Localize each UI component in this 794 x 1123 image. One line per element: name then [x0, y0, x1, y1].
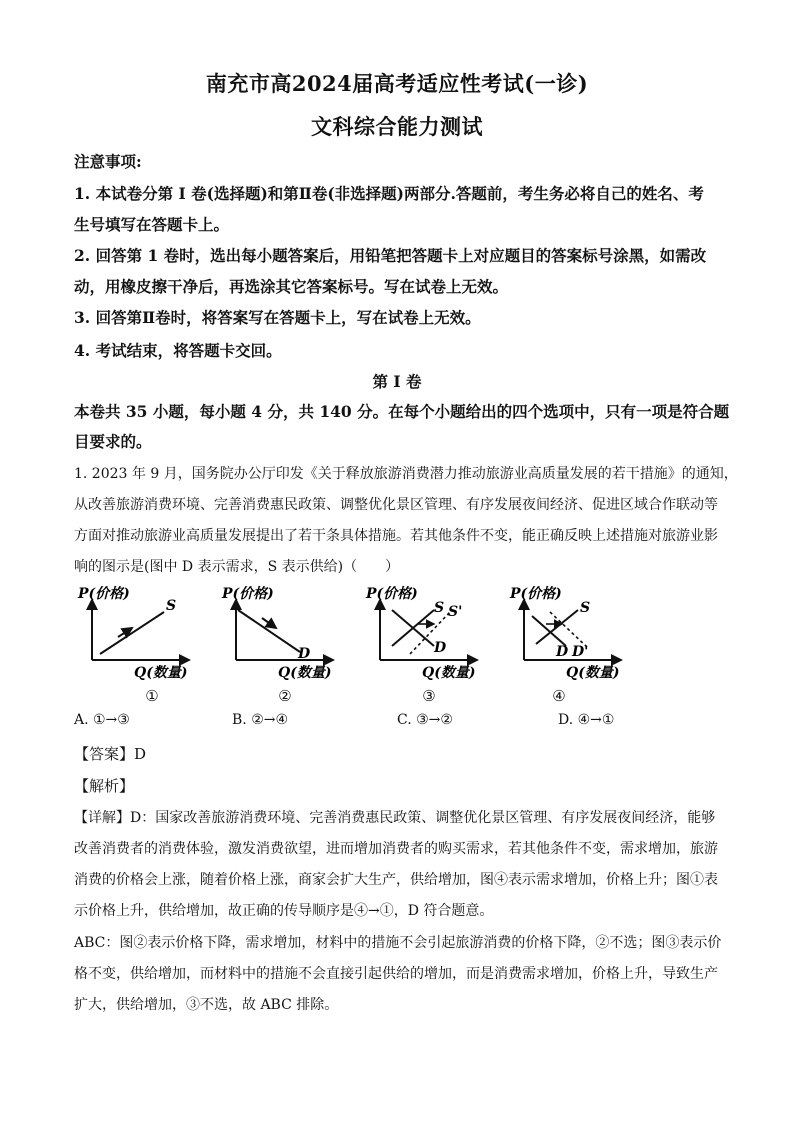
- section-intro-b: 目要求的。: [74, 432, 152, 451]
- demand-label: D: [556, 644, 569, 660]
- explain-line-2: 格不变，供给增加，而材料中的措施不会直接引起供给的增加，而是消费需求增加，价格上升，导致生产: [74, 966, 718, 982]
- question-line-2: 从改善旅游消费环境、完善消费惠民政策、调整优化景区管理、有序发展夜间经济、促进区域合作联动等: [74, 497, 718, 513]
- question-line-4: 响的图示是(图中 D 表示需求，S 表示供给)（ ）: [74, 559, 400, 575]
- section-title: 第 I 卷: [372, 372, 422, 391]
- option-a: A. ①→③: [74, 712, 130, 728]
- note-2b: 动，用橡皮擦干净后，再选涂其它答案标号。写在试卷上无效。: [74, 277, 509, 296]
- q-axis-label: Q(数量): [566, 665, 620, 681]
- figure-4-number: ④: [552, 687, 566, 705]
- q-axis-label: Q(数量): [422, 665, 476, 681]
- demand-curve: [532, 616, 566, 646]
- q-axis-label: Q(数量): [278, 665, 332, 681]
- note-3: 3. 回答第Ⅱ卷时，将答案写在答题卡上，写在试卷上无效。: [74, 308, 481, 327]
- option-b: B. ②→④: [232, 712, 289, 728]
- explain-line-3: 扩大，供给增加，③不选，故 ABC 排除。: [74, 997, 339, 1013]
- option-c: C. ③→②: [397, 712, 453, 728]
- supply-label: S: [166, 598, 177, 614]
- exam-title: 南充市高2024届高考适应性考试(一诊): [205, 71, 589, 96]
- detail-line-4: 示价格上升，供给增加，故正确的传导顺序是④→①，D 符合题意。: [74, 903, 494, 919]
- new-supply-label: S': [448, 604, 463, 620]
- detail-line-3: 消费的价格会上涨，随着价格上涨，商家会扩大生产，供给增加，图④表示需求增加，价格上升；图①表: [74, 872, 718, 888]
- demand-label: D: [434, 640, 447, 656]
- note-2a: 2. 回答第 1 卷时，选出每小题答案后，用铅笔把答题卡上对应题目的答案标号涂黑，如需改: [74, 246, 707, 265]
- p-axis-label: P(价格): [78, 586, 130, 602]
- q-axis-label: Q(数量): [134, 665, 188, 681]
- figure-3-number: ③: [422, 687, 436, 705]
- notes-heading: 注意事项:: [74, 152, 142, 171]
- answer-label: 【答案】D: [74, 745, 147, 763]
- detail-line-1: 【详解】D：国家改善旅游消费环境、完善消费惠民政策、调整优化景区管理、有序发展夜间经济，能够: [74, 810, 716, 826]
- p-axis-label: P(价格): [510, 586, 562, 602]
- figure-2-number: ②: [278, 687, 292, 705]
- question-line-3: 方面对推动旅游业高质量发展提出了若干条具体措施。若其他条件不变，能正确反映上述措施对旅游业影: [74, 528, 718, 544]
- note-1b: 生号填写在答题卡上。: [74, 215, 230, 234]
- option-d: D. ④→①: [558, 712, 615, 728]
- supply-curve: [100, 612, 164, 654]
- question-line-1: 1. 2023 年 9 月，国务院办公厅印发《关于释放旅游消费潜力推动旅游业高质量发展的若干措施》的通知，: [74, 466, 738, 482]
- supply-label: S: [580, 600, 591, 616]
- p-axis-label: P(价格): [222, 586, 274, 602]
- exam-subtitle: 文科综合能力测试: [311, 114, 483, 139]
- note-1a: 1. 本试卷分第 I 卷(选择题)和第Ⅱ卷(非选择题)两部分.答题前，考生务必将自己的姓名、考: [74, 184, 704, 203]
- p-axis-label: P(价格): [366, 586, 418, 602]
- figure-4: [506, 582, 646, 712]
- demand-curve: [238, 610, 300, 652]
- analysis-heading: 【解析】: [74, 777, 135, 795]
- movement-arrow: [118, 628, 132, 637]
- figure-1-number: ①: [145, 687, 159, 705]
- detail-line-2: 改善消费者的消费体验，激发消费欲望，进而增加消费者的购买需求，若其他条件不变，需求增加，旅游: [74, 841, 718, 857]
- demand-label: D: [298, 646, 311, 662]
- explain-line-1: ABC：图②表示价格下降，需求增加，材料中的措施不会引起旅游消费的价格下降，②不选；图③表示价: [74, 935, 722, 951]
- new-demand-label: D': [572, 644, 589, 660]
- note-4: 4. 考试结束，将答题卡交回。: [74, 341, 282, 360]
- section-intro-a: 本卷共 35 小题，每小题 4 分，共 140 分。在每个小题给出的四个选项中，只有一项是符合题: [74, 402, 730, 421]
- supply-label: S: [434, 600, 445, 616]
